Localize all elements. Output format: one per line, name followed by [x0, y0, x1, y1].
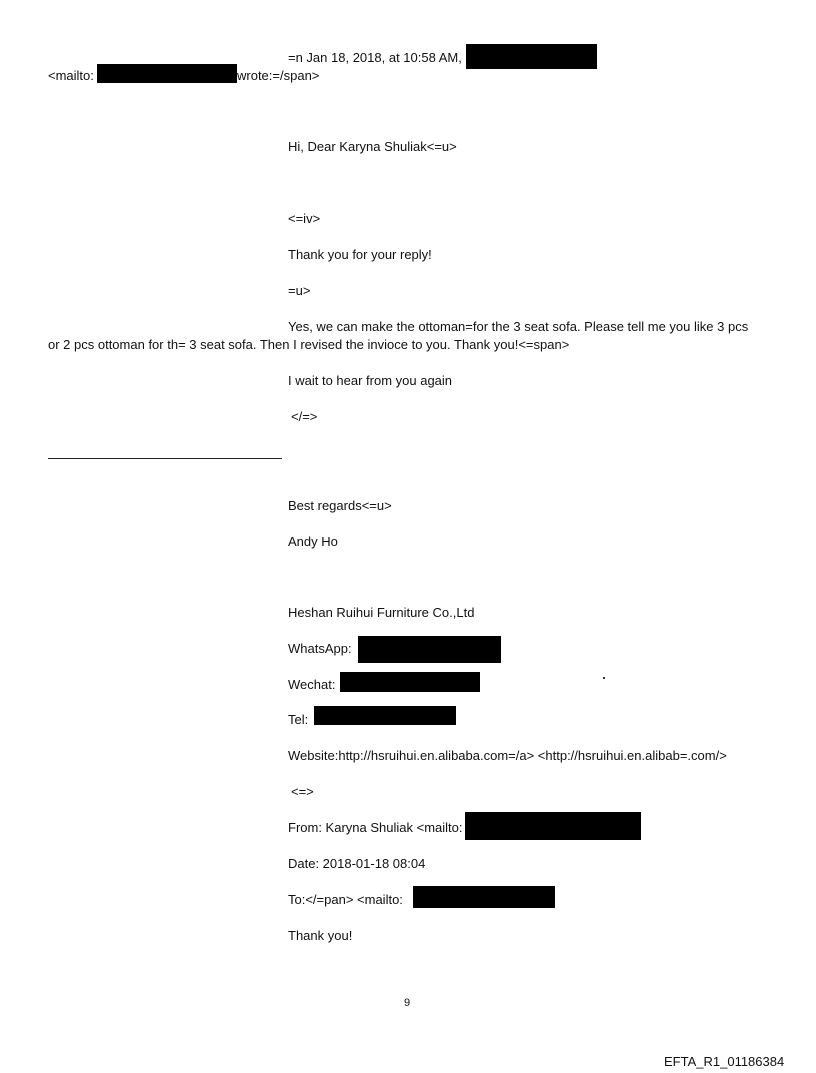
company-name: Heshan Ruihui Furniture Co.,Ltd [288, 605, 475, 620]
u-tag-text: =u> [288, 283, 311, 298]
to-line: To:</=pan> <mailto: [288, 892, 403, 907]
redaction-block [340, 672, 480, 692]
header-line-date: =n Jan 18, 2018, at 10:58 AM, [288, 50, 462, 65]
document-id: EFTA_R1_01186384 [664, 1054, 785, 1069]
tel-label: Tel: [288, 712, 309, 727]
tag-text: <=> [291, 784, 314, 799]
stray-dot [603, 677, 605, 679]
redaction-block [413, 886, 555, 908]
close-tag-text: </=> [291, 409, 318, 424]
page-number: 9 [404, 997, 411, 1009]
redaction-block [358, 636, 501, 663]
paragraph-line-2: or 2 pcs ottoman for th= 3 seat sofa. Then I revised the invioce to you. Thank you!<=span> [48, 337, 570, 352]
redaction-block [465, 812, 641, 840]
paragraph-line-1: Yes, we can make the ottoman=for the 3 seat sofa. Please tell me you like 3 pcs [288, 319, 749, 334]
wechat-label: Wechat: [288, 677, 336, 692]
sender-name: Andy Ho [288, 534, 338, 549]
whatsapp-label: WhatsApp: [288, 641, 352, 656]
from-line: From: Karyna Shuliak <mailto: [288, 820, 463, 835]
regards-line: Best regards<=u> [288, 498, 392, 513]
header-line-wrote: wrote:=/span> [237, 68, 320, 83]
header-line-mailto: <mailto: [48, 68, 94, 83]
wait-line: I wait to hear from you again [288, 373, 453, 388]
greeting: Hi, Dear Karyna Shuliak<=u> [288, 139, 457, 154]
redaction-block [314, 706, 456, 725]
date-line: Date: 2018-01-18 08:04 [288, 856, 426, 871]
website-line: Website:http://hsruihui.en.alibaba.com=/a> <http://hsruihui.en.alibab=.com/> [288, 748, 727, 763]
thanks-line: Thank you for your reply! [288, 247, 432, 262]
redaction-block [466, 44, 597, 69]
div-tag-text: <=iv> [288, 211, 321, 226]
divider-line [48, 458, 282, 459]
redaction-block [97, 64, 237, 83]
quoted-thanks: Thank you! [288, 928, 353, 943]
